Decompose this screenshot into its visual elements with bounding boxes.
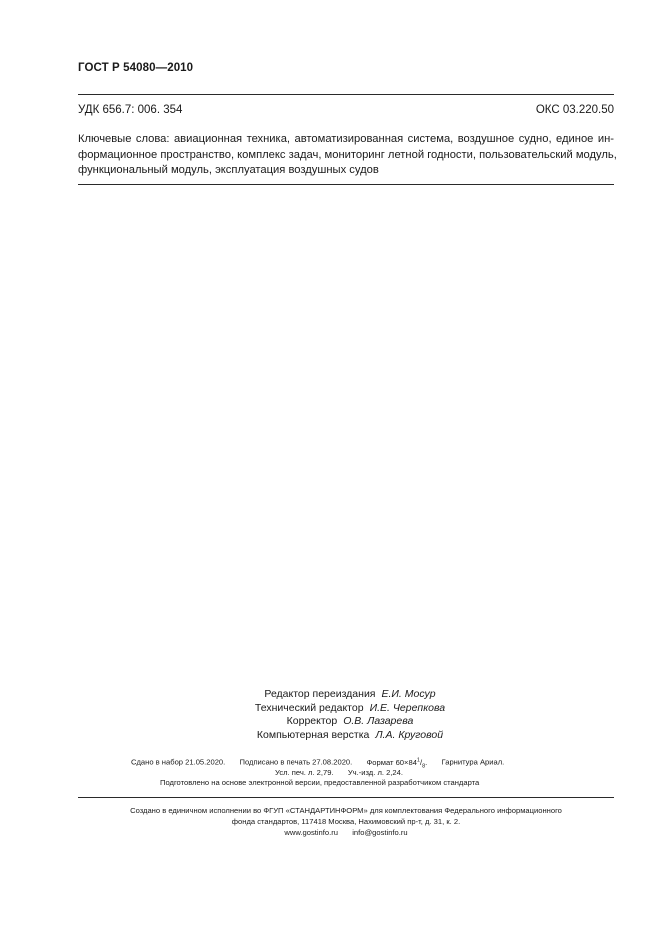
header-rule — [78, 94, 614, 95]
footer-contacts — [78, 827, 614, 838]
credit-name: И.Е. Черепкова — [369, 701, 446, 714]
footer-line-2: фонда стандартов, 117418 Москва, Нахимовский пр-т, д. 31, к. 2. — [231, 817, 461, 826]
paper-format: Формат $60\times 84^1/_8$. — [366, 757, 428, 770]
credit-name: О.В. Лазарева — [343, 715, 414, 728]
keywords-paragraph — [78, 132, 617, 179]
credits-block — [210, 688, 490, 742]
document-code: ГОСТ Р 54080—2010 — [78, 62, 194, 74]
footer-line-1: Создано в единичном исполнении во ФГУП «СТАНДАРТИНФОРМ» для комплектования Федерального информационного — [130, 806, 562, 815]
udk-code: УДК 656.7: 006. 354 — [78, 104, 183, 116]
credit-layout — [210, 729, 490, 743]
keywords-line-2: формационное пространство, комплекс задач, мониторинг летной годности, пользовательский модуль, — [78, 148, 617, 161]
typeface: Гарнитура Ариал. — [441, 757, 505, 767]
credit-tech-editor — [210, 702, 490, 716]
classification-row — [78, 104, 614, 116]
credit-name: Л.А. Круговой — [375, 728, 444, 741]
keywords-line-1: Ключевые слова: авиационная техника, автоматизированная система, воздушное судно, единое ин- — [78, 133, 614, 145]
credit-corrector — [210, 715, 490, 729]
credit-editor — [210, 688, 490, 702]
footer-rule — [78, 797, 614, 798]
credit-name: Е.И. Мосур — [381, 688, 436, 700]
email-link[interactable]: info@gostinfo.ru — [352, 828, 408, 837]
print-sheets: Усл. печ. л. 2,79. — [275, 768, 334, 777]
credit-role: Технический редактор — [254, 701, 364, 714]
keywords-line-3: функциональный модуль, эксплуатация воздушных судов — [78, 164, 379, 176]
credit-role: Редактор переиздания — [264, 688, 376, 700]
publisher-sheets: Уч.-изд. л. 2,24. — [347, 768, 403, 777]
submitted-date: Сдано в набор 21.05.2020. — [131, 757, 226, 767]
keywords-rule — [78, 184, 614, 185]
credit-role: Корректор — [286, 715, 338, 728]
website-link[interactable]: www.gostinfo.ru — [284, 828, 338, 837]
signed-date: Подписано в печать 27.08.2020. — [239, 757, 353, 767]
oks-code: ОКС 03.220.50 — [535, 104, 614, 116]
credit-role: Компьютерная верстка — [256, 728, 370, 741]
prepared-note: Подготовлено на основе электронной версии, предоставленной разработчиком стандарта — [160, 778, 480, 787]
